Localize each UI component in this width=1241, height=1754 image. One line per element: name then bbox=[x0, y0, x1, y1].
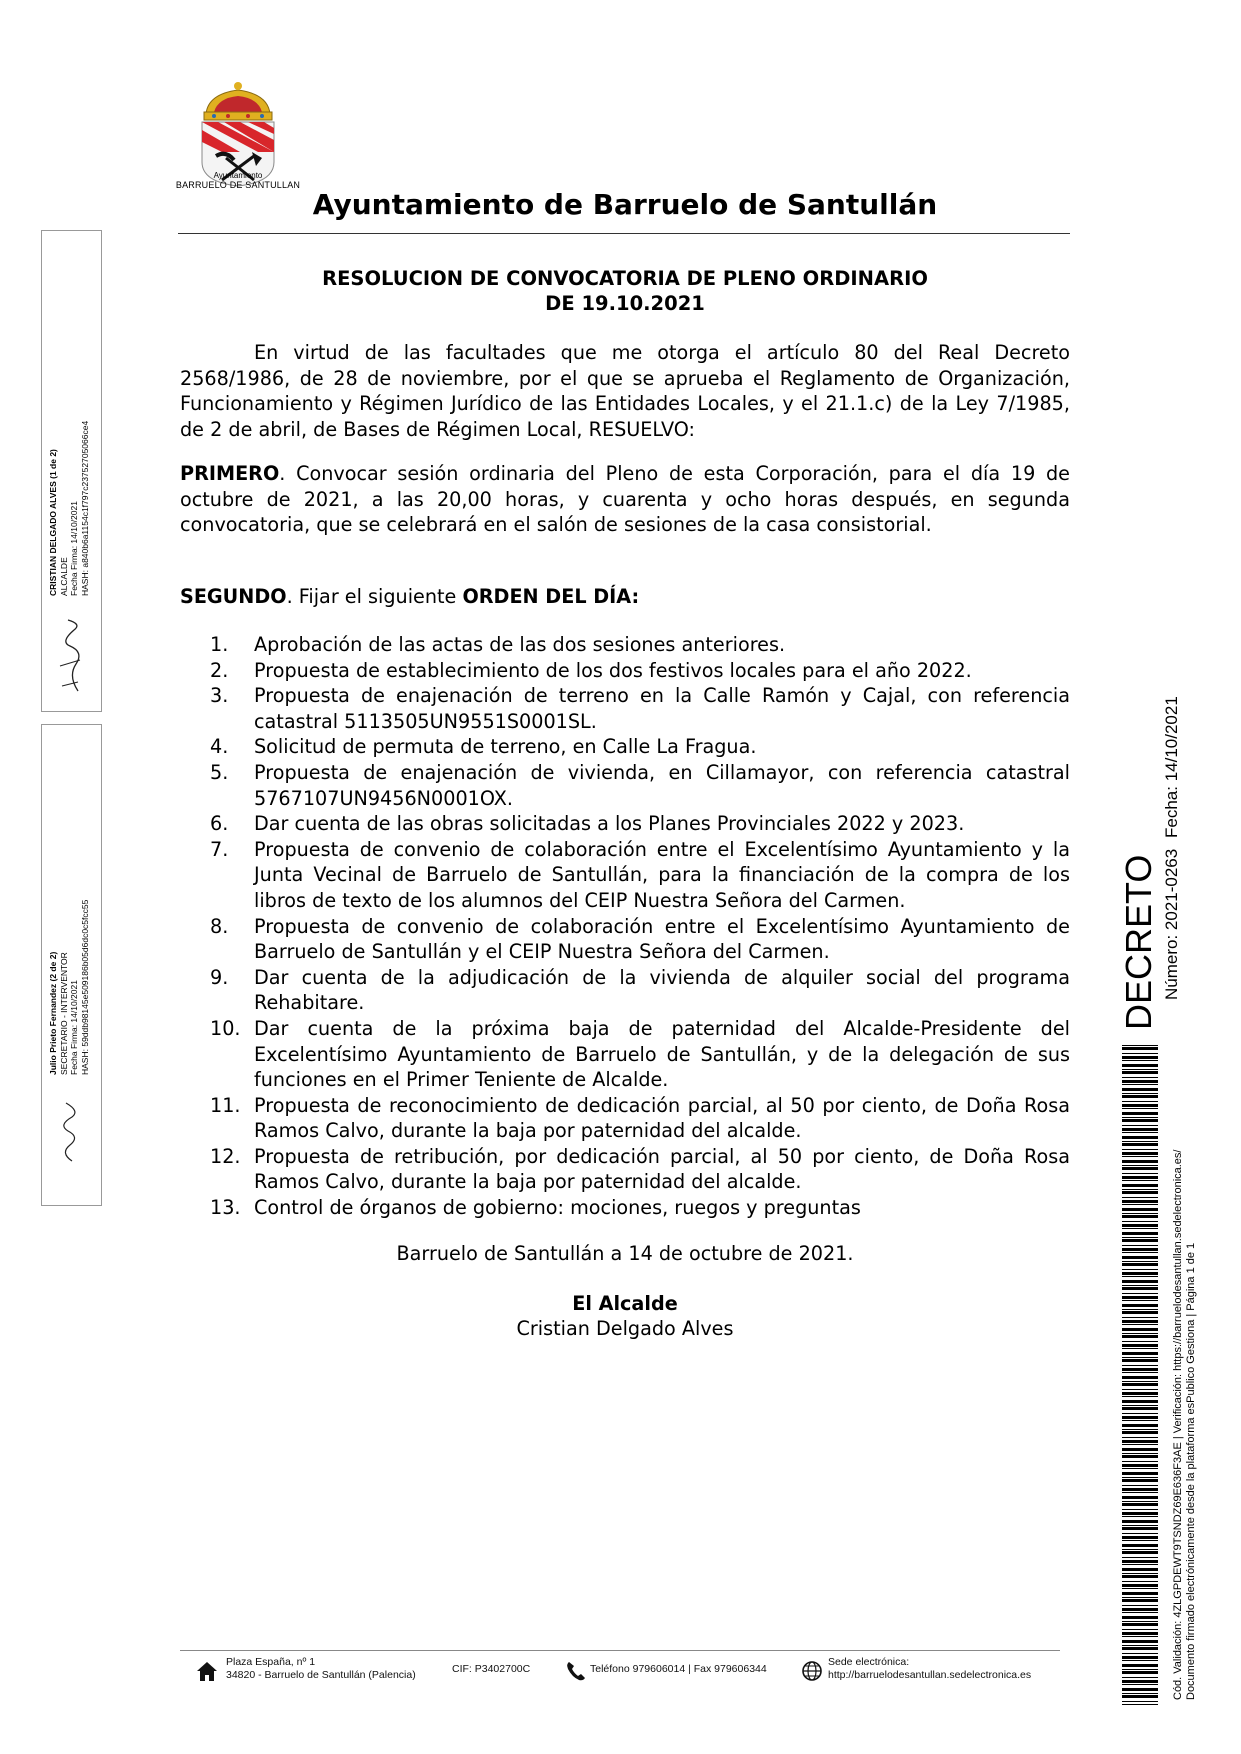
segundo-text: . Fijar el siguiente bbox=[286, 585, 463, 608]
barcode-bar bbox=[1122, 1045, 1158, 1046]
barcode-bar bbox=[1122, 1324, 1158, 1325]
header-divider bbox=[178, 233, 1070, 234]
barcode-bar bbox=[1122, 1333, 1158, 1334]
barcode-bar bbox=[1122, 1132, 1158, 1133]
barcode-bar bbox=[1122, 1189, 1158, 1190]
agenda-item-number: 4. bbox=[210, 735, 229, 759]
agenda-item-text: Propuesta de reconocimiento de dedicación parcial, al 50 por ciento, de Doña Rosa Ramos Calvo, durante la baja por paternidad del alcalde. bbox=[254, 1093, 1070, 1143]
agenda-item-text: Propuesta de retribución, por dedicación parcial, al 50 por ciento, de Doña Rosa Ramos Calvo, durante la baja por paternidad del alcalde. bbox=[254, 1144, 1070, 1194]
agenda-item bbox=[180, 683, 1070, 734]
signature-box-secretario bbox=[41, 724, 102, 1206]
barcode-bar bbox=[1122, 1429, 1158, 1430]
agenda-item-text: Propuesta de establecimiento de los dos festivos locales para el año 2022. bbox=[254, 658, 972, 682]
segundo-paragraph bbox=[180, 584, 1070, 610]
decreto-label: DECRETO bbox=[1118, 854, 1159, 1030]
barcode-bar bbox=[1122, 1263, 1158, 1266]
barcode-bar bbox=[1122, 1047, 1158, 1050]
signer-name: Cristian Delgado Alves bbox=[516, 1317, 734, 1340]
agenda-item-text: Dar cuenta de las obras solicitadas a los Planes Provinciales 2022 y 2023. bbox=[254, 812, 965, 836]
barcode-bar bbox=[1122, 1413, 1158, 1414]
agenda-item bbox=[180, 811, 1070, 837]
barcode-bar bbox=[1122, 1191, 1158, 1194]
barcode-bar bbox=[1122, 1104, 1158, 1107]
agenda-item-text: Propuesta de convenio de colaboración entre el Excelentísimo Ayuntamiento de Barruelo de Santullán y el CEIP Nuestra Señora del Carmen. bbox=[254, 914, 1070, 964]
barcode-bar bbox=[1122, 1197, 1158, 1198]
barcode-bar bbox=[1122, 1536, 1158, 1539]
barcode-bar bbox=[1122, 1453, 1158, 1454]
barcode-bar bbox=[1122, 1653, 1158, 1654]
crest-caption-line1: Ayuntamiento bbox=[213, 171, 263, 180]
barcode-bar bbox=[1122, 1232, 1158, 1235]
barcode-bar bbox=[1122, 1328, 1158, 1331]
home-icon bbox=[195, 1660, 219, 1682]
validation-text bbox=[1172, 1150, 1198, 1700]
barcode-bar bbox=[1122, 1128, 1158, 1131]
footer-address-line2: 34820 - Barruelo de Santullán (Palencia) bbox=[226, 1669, 416, 1681]
agenda-item-number: 9. bbox=[210, 965, 229, 989]
barcode-bar bbox=[1122, 1064, 1158, 1067]
barcode-bar bbox=[1122, 1584, 1158, 1587]
barcode-bar bbox=[1122, 1520, 1158, 1523]
barcode-bar bbox=[1122, 1287, 1158, 1290]
barcode-bar bbox=[1122, 1664, 1158, 1667]
barcode-bar bbox=[1122, 1368, 1158, 1371]
barcode-bar bbox=[1122, 1160, 1158, 1163]
barcode-bar bbox=[1122, 1252, 1158, 1253]
barcode-bar bbox=[1122, 1492, 1158, 1493]
segundo-label: SEGUNDO bbox=[180, 585, 287, 608]
barcode-bar bbox=[1122, 1143, 1158, 1146]
barcode-bar bbox=[1122, 1516, 1158, 1517]
signer-role: El Alcalde bbox=[572, 1292, 678, 1315]
barcode-bar bbox=[1122, 1477, 1158, 1478]
barcode-bar bbox=[1122, 1704, 1158, 1705]
barcode-bar bbox=[1122, 1581, 1158, 1582]
barcode-bar bbox=[1122, 1239, 1158, 1242]
barcode-bar bbox=[1122, 1184, 1158, 1187]
barcode-bar bbox=[1122, 1416, 1158, 1419]
barcode-bar bbox=[1122, 1261, 1158, 1262]
agenda-item-number: 6. bbox=[210, 812, 229, 836]
barcode-bar bbox=[1122, 1605, 1158, 1606]
barcode-bar bbox=[1122, 1389, 1158, 1390]
barcode-bar bbox=[1122, 1671, 1158, 1674]
barcode-bar bbox=[1122, 1372, 1158, 1373]
barcode-bar bbox=[1122, 1248, 1158, 1251]
signature-hash: HASH: 59ddb98145e509186b05d6dc0c5fcc55 bbox=[79, 899, 90, 1075]
footer-sede-url: http://barruelodesantullan.sedelectronica.es bbox=[828, 1669, 1032, 1681]
signature-details-alcalde bbox=[48, 421, 90, 596]
barcode-bar bbox=[1122, 1551, 1158, 1554]
barcode-bar bbox=[1122, 1176, 1158, 1179]
barcode-bar bbox=[1122, 1437, 1158, 1438]
barcode-bar bbox=[1122, 1701, 1158, 1702]
barcode-bar bbox=[1122, 1208, 1158, 1211]
barcode-bar bbox=[1122, 1245, 1158, 1246]
barcode-bar bbox=[1122, 1623, 1158, 1626]
barcode-bar bbox=[1122, 1396, 1158, 1397]
barcode-bar bbox=[1122, 1095, 1158, 1098]
barcode-bar bbox=[1122, 1335, 1158, 1338]
barcode-bar bbox=[1122, 1213, 1158, 1214]
barcode-bar bbox=[1122, 1479, 1158, 1482]
agenda-item bbox=[180, 734, 1070, 760]
signature-box-alcalde bbox=[41, 230, 102, 712]
barcode-bar bbox=[1122, 1365, 1158, 1366]
barcode-bar bbox=[1122, 1695, 1158, 1698]
barcode-bar bbox=[1122, 1167, 1158, 1170]
signature-details-secretario bbox=[48, 900, 90, 1075]
agenda-item-number: 1. bbox=[210, 633, 229, 656]
primero-text: . Convocar sesión ordinaria del Pleno de esta Corporación, para el día 19 de octubre de 2021, a las 20,00 horas, y cuarenta y ocho horas después, en segunda convocatoria, que se celebrará en el salón de sesiones de la casa consistorial. bbox=[180, 462, 1070, 536]
barcode-bar bbox=[1122, 1341, 1158, 1342]
barcode-bar bbox=[1122, 1381, 1158, 1382]
barcode-bar bbox=[1122, 1533, 1158, 1534]
barcode-bar bbox=[1122, 1069, 1158, 1070]
barcode-bar bbox=[1122, 1680, 1158, 1683]
barcode-bar bbox=[1122, 1376, 1158, 1379]
agenda-item-text: Propuesta de enajenación de vivienda, en Cillamayor, con referencia catastral 5767107UN9456N0001OX. bbox=[254, 760, 1070, 810]
barcode-bar bbox=[1122, 1612, 1158, 1613]
barcode-bar bbox=[1122, 1141, 1158, 1142]
barcode-bar bbox=[1122, 1503, 1158, 1506]
footer-address bbox=[226, 1656, 416, 1682]
barcode-bar bbox=[1122, 1108, 1158, 1109]
barcode-bar bbox=[1122, 1125, 1158, 1126]
barcode-bar bbox=[1122, 1455, 1158, 1458]
agenda-item-number: 13. bbox=[210, 1196, 241, 1220]
barcode-bar bbox=[1122, 1656, 1158, 1659]
barcode-bar bbox=[1122, 1444, 1158, 1445]
barcode-bar bbox=[1122, 1056, 1158, 1059]
barcode-bar bbox=[1122, 1544, 1158, 1547]
agenda-item bbox=[180, 914, 1070, 965]
agenda-item-number: 5. bbox=[210, 760, 229, 784]
barcode-bar bbox=[1122, 1549, 1158, 1550]
barcode-bar bbox=[1122, 1117, 1158, 1118]
agenda-item bbox=[180, 1195, 1070, 1221]
barcode-bar bbox=[1122, 1400, 1158, 1403]
barcode-bar bbox=[1122, 1405, 1158, 1406]
barcode-bar bbox=[1122, 1200, 1158, 1203]
barcode-bar bbox=[1122, 1071, 1158, 1074]
agenda-item-number: 11. bbox=[210, 1093, 241, 1117]
barcode-bar bbox=[1122, 1424, 1158, 1427]
barcode-bar bbox=[1122, 1272, 1158, 1275]
barcode-bar bbox=[1122, 1629, 1158, 1630]
agenda-item-number: 7. bbox=[210, 837, 229, 861]
agenda-item-text: Control de órganos de gobierno: mociones, ruegos y preguntas bbox=[254, 1196, 861, 1220]
barcode-bar bbox=[1122, 1501, 1158, 1502]
barcode-bar bbox=[1122, 1557, 1158, 1558]
decreto-fecha: Fecha: 14/10/2021 bbox=[1162, 696, 1181, 838]
agenda-item bbox=[180, 965, 1070, 1016]
agenda-item-text: Dar cuenta de la próxima baja de paternidad del Alcalde-Presidente del Excelentísimo Ayuntamiento de Barruelo de Santullán, y de la delegación de sus funciones en el Primer Teniente de Alcalde. bbox=[254, 1016, 1070, 1092]
barcode-bar bbox=[1122, 1276, 1158, 1277]
barcode-bar bbox=[1122, 1407, 1158, 1410]
agenda-item-text: Aprobación de las actas de las dos sesiones anteriores. bbox=[254, 633, 786, 656]
organization-title: Ayuntamiento de Barruelo de Santullán bbox=[312, 188, 938, 221]
barcode-bar bbox=[1122, 1575, 1158, 1578]
agenda-item-text: Solicitud de permuta de terreno, en Calle La Fragua. bbox=[254, 735, 757, 759]
barcode-bar bbox=[1122, 1660, 1158, 1661]
barcode-bar bbox=[1122, 1608, 1158, 1611]
barcode-bar bbox=[1122, 1464, 1158, 1467]
barcode-bar bbox=[1122, 1309, 1158, 1310]
barcode-bar bbox=[1122, 1237, 1158, 1238]
document-title bbox=[180, 266, 1070, 316]
barcode-bar bbox=[1122, 1597, 1158, 1598]
agenda-item bbox=[180, 632, 1070, 658]
barcode-bar bbox=[1122, 1440, 1158, 1443]
primero-label: PRIMERO bbox=[180, 462, 280, 485]
signature-name: Julio Prieto Fernandez (2 de 2) bbox=[48, 951, 58, 1075]
barcode-bar bbox=[1122, 1509, 1158, 1510]
barcode-bar bbox=[1122, 1669, 1158, 1670]
barcode-bar bbox=[1122, 1311, 1158, 1314]
barcode-bar bbox=[1122, 1119, 1158, 1122]
agenda-item bbox=[180, 760, 1070, 811]
footer-phone: Teléfono 979606014 | Fax 979606344 bbox=[590, 1663, 767, 1675]
barcode-bar bbox=[1122, 1173, 1158, 1174]
footer-cif: CIF: P3402700C bbox=[452, 1663, 531, 1675]
barcode-bar bbox=[1122, 1677, 1158, 1678]
footer-sede-label: Sede electrónica: bbox=[828, 1656, 910, 1668]
agenda-item bbox=[180, 837, 1070, 914]
barcode-bar bbox=[1122, 1112, 1158, 1115]
decreto-stamp bbox=[1118, 855, 1160, 1030]
barcode bbox=[1122, 1045, 1158, 1705]
barcode-bar bbox=[1122, 1053, 1158, 1054]
handwritten-signature-icon bbox=[48, 616, 88, 696]
barcode-bar bbox=[1122, 1693, 1158, 1694]
barcode-bar bbox=[1122, 1568, 1158, 1571]
barcode-bar bbox=[1122, 1573, 1158, 1574]
signature-date: Fecha Firma: 14/10/2021 bbox=[69, 501, 79, 596]
barcode-bar bbox=[1122, 1688, 1158, 1691]
barcode-bar bbox=[1122, 1204, 1158, 1205]
barcode-bar bbox=[1122, 1461, 1158, 1462]
barcode-bar bbox=[1122, 1592, 1158, 1595]
footer-divider bbox=[180, 1650, 1060, 1651]
validation-line1: Cód. Validación: 4ZLGPDEWT9TSNDZ69E636F3AE | Verificación: https://barruelodesantullan.sedelectronica.es/ bbox=[1172, 1149, 1184, 1700]
barcode-bar bbox=[1122, 1165, 1158, 1166]
barcode-bar bbox=[1122, 1320, 1158, 1323]
barcode-bar bbox=[1122, 1472, 1158, 1475]
agenda-item bbox=[180, 1093, 1070, 1144]
barcode-bar bbox=[1122, 1431, 1158, 1434]
barcode-bar bbox=[1122, 1296, 1158, 1299]
barcode-bar bbox=[1122, 1080, 1158, 1083]
barcode-bar bbox=[1122, 1084, 1158, 1085]
agenda-list bbox=[180, 632, 1070, 1221]
footer-sede bbox=[828, 1656, 1031, 1682]
document-title-line2: DE 19.10.2021 bbox=[545, 292, 705, 315]
barcode-bar bbox=[1122, 1468, 1158, 1469]
barcode-bar bbox=[1122, 1684, 1158, 1685]
barcode-bar bbox=[1122, 1215, 1158, 1218]
globe-icon bbox=[801, 1660, 823, 1682]
barcode-bar bbox=[1122, 1357, 1158, 1358]
barcode-bar bbox=[1122, 1359, 1158, 1362]
barcode-bar bbox=[1122, 1525, 1158, 1526]
decreto-numero: Número: 2021-0263 bbox=[1162, 848, 1181, 1000]
barcode-bar bbox=[1122, 1616, 1158, 1619]
barcode-bar bbox=[1122, 1647, 1158, 1650]
barcode-bar bbox=[1122, 1448, 1158, 1451]
barcode-bar bbox=[1122, 1632, 1158, 1635]
barcode-bar bbox=[1122, 1348, 1158, 1349]
signature-hash: HASH: a840b6a1154c1f797c23752705066ce4 bbox=[79, 420, 90, 596]
validation-line2: Documento firmado electrónicamente desde la plataforma esPublico Gestiona | Página 1 de 1 bbox=[1185, 1242, 1197, 1700]
barcode-bar bbox=[1122, 1285, 1158, 1286]
agenda-item bbox=[180, 1016, 1070, 1093]
barcode-bar bbox=[1122, 1485, 1158, 1486]
barcode-bar bbox=[1122, 1496, 1158, 1499]
barcode-bar bbox=[1122, 1420, 1158, 1421]
phone-icon bbox=[565, 1660, 587, 1682]
barcode-bar bbox=[1122, 1060, 1158, 1061]
barcode-bar bbox=[1122, 1088, 1158, 1091]
barcode-bar bbox=[1122, 1101, 1158, 1102]
barcode-bar bbox=[1122, 1645, 1158, 1646]
barcode-bar bbox=[1122, 1293, 1158, 1294]
barcode-bar bbox=[1122, 1621, 1158, 1622]
barcode-bar bbox=[1122, 1228, 1158, 1229]
barcode-bar bbox=[1122, 1269, 1158, 1270]
barcode-bar bbox=[1122, 1527, 1158, 1530]
barcode-bar bbox=[1122, 1224, 1158, 1227]
signature-role: SECRETARIO - INTERVENTOR bbox=[58, 952, 69, 1075]
agenda-item-number: 3. bbox=[210, 684, 229, 708]
orden-del-dia-label: ORDEN DEL DÍA: bbox=[462, 585, 640, 608]
footer-address-line1: Plaza España, nº 1 bbox=[226, 1656, 316, 1668]
barcode-bar bbox=[1122, 1488, 1158, 1491]
barcode-bar bbox=[1122, 1156, 1158, 1157]
handwritten-signature-icon bbox=[50, 1095, 86, 1165]
barcode-bar bbox=[1122, 1221, 1158, 1222]
agenda-item-text: Propuesta de convenio de colaboración entre el Excelentísimo Ayuntamiento y la Junta Vecinal de Barruelo de Santullán, para la financiación de la compra de los libros de texto de los alumnos del CEIP Nuestra Señora del Carmen. bbox=[254, 837, 1070, 912]
agenda-item-text: Dar cuenta de la adjudicación de la vivienda de alquiler social del programa Rehabitare. bbox=[254, 965, 1070, 1015]
barcode-bar bbox=[1122, 1136, 1158, 1139]
barcode-bar bbox=[1122, 1317, 1158, 1318]
signature-date: Fecha Firma: 14/10/2021 bbox=[69, 980, 79, 1075]
barcode-bar bbox=[1122, 1383, 1158, 1386]
barcode-bar bbox=[1122, 1077, 1158, 1078]
agenda-item-number: 12. bbox=[210, 1144, 241, 1168]
barcode-bar bbox=[1122, 1180, 1158, 1181]
agenda-item-number: 10. bbox=[210, 1016, 241, 1040]
barcode-bar bbox=[1122, 1304, 1158, 1307]
signature-role: ALCALDE bbox=[58, 557, 69, 596]
barcode-bar bbox=[1122, 1300, 1158, 1301]
primero-paragraph bbox=[180, 461, 1070, 538]
place-date: Barruelo de Santullán a 14 de octubre de 2021. bbox=[396, 1242, 854, 1265]
barcode-bar bbox=[1122, 1636, 1158, 1637]
agenda-item bbox=[180, 658, 1070, 684]
barcode-bar bbox=[1122, 1152, 1158, 1155]
crest-caption-line2: BARRUELO DE SANTULLAN bbox=[175, 180, 301, 190]
barcode-bar bbox=[1122, 1280, 1158, 1283]
agenda-item bbox=[180, 1144, 1070, 1195]
barcode-bar bbox=[1122, 1256, 1158, 1259]
barcode-bar bbox=[1122, 1344, 1158, 1347]
intro-paragraph: En virtud de las facultades que me otorga el artículo 80 del Real Decreto 2568/1986, de 28 de noviembre, por el que se aprueba el Reglamento de Organización, Funcionamiento y Régimen Jurídico de las Entidades Locales, y el 21.1.c) de la Ley 7/1985, de 2 de abril, de Bases de Régimen Local, RESUELVO: bbox=[180, 341, 1070, 441]
barcode-bar bbox=[1122, 1093, 1158, 1094]
barcode-bar bbox=[1122, 1352, 1158, 1355]
barcode-bar bbox=[1122, 1564, 1158, 1565]
barcode-bar bbox=[1122, 1599, 1158, 1602]
barcode-bar bbox=[1122, 1512, 1158, 1515]
signature-name: CRISTIAN DELGADO ALVES (1 de 2) bbox=[48, 449, 58, 596]
agenda-item-number: 2. bbox=[210, 658, 229, 682]
barcode-bar bbox=[1122, 1392, 1158, 1395]
barcode-bar bbox=[1122, 1540, 1158, 1541]
barcode-bar bbox=[1122, 1588, 1158, 1589]
agenda-item-text: Propuesta de enajenación de terreno en la Calle Ramón y Cajal, con referencia catastral 5113505UN9551S0001SL. bbox=[254, 684, 1070, 733]
barcode-bar bbox=[1122, 1560, 1158, 1563]
agenda-item-number: 8. bbox=[210, 914, 229, 938]
document-title-line1: RESOLUCION DE CONVOCATORIA DE PLENO ORDINARIO bbox=[322, 267, 928, 290]
barcode-bar bbox=[1122, 1640, 1158, 1643]
barcode-bar bbox=[1122, 1149, 1158, 1150]
